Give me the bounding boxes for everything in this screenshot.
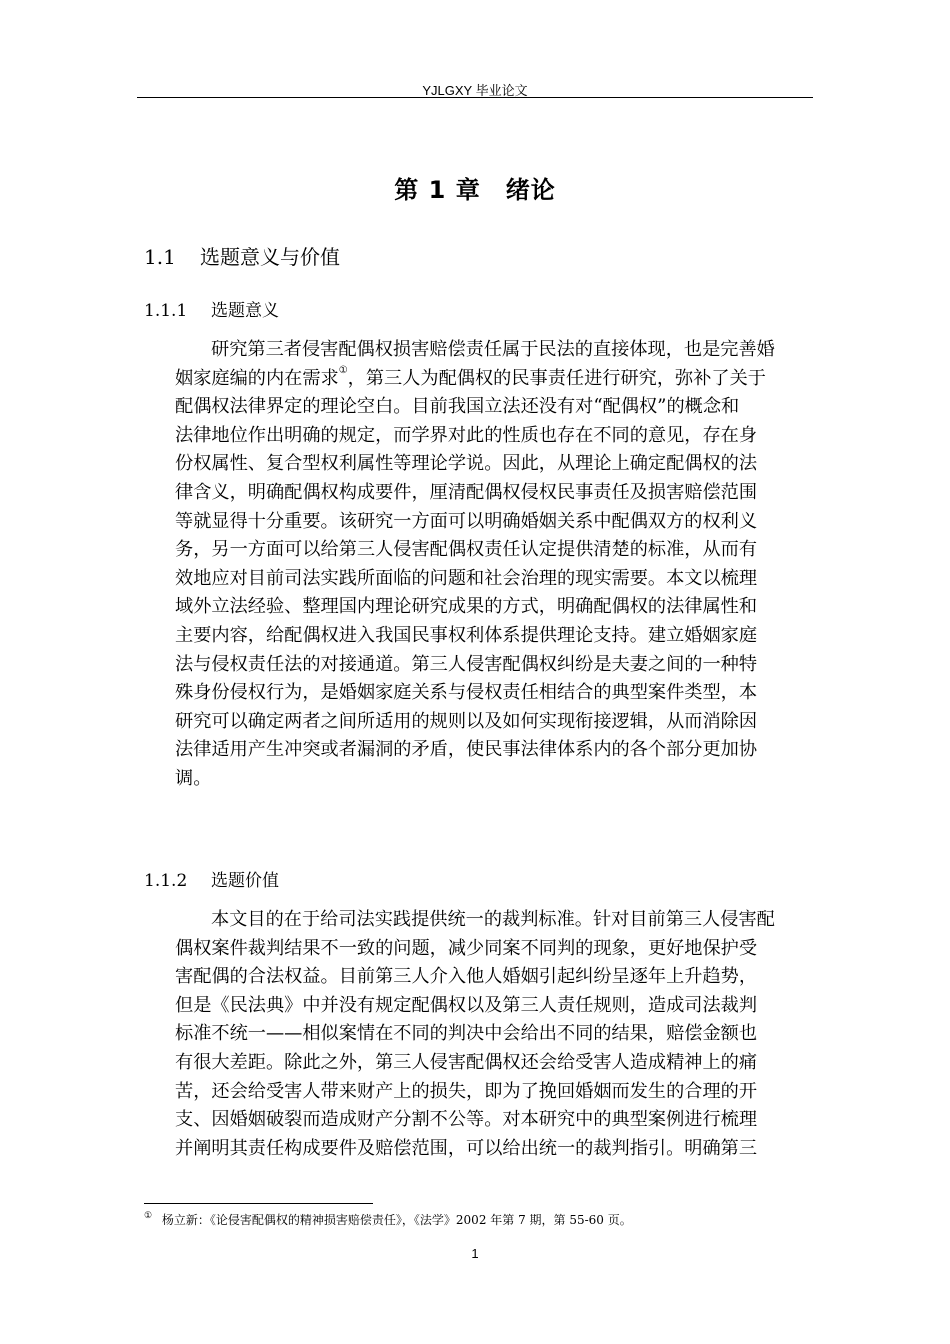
para-line: 本文目的在于给司法实践提供统一的裁判标准。针对目前第三人侵害配 bbox=[211, 909, 775, 930]
para-line: 苦，还会给受害人带来财产上的损失，即为了挽回婚姻而发生的合理的开 bbox=[175, 1080, 758, 1102]
section-heading-1-1-1 bbox=[144, 296, 279, 321]
footnote-separator bbox=[144, 1203, 373, 1204]
footnote bbox=[144, 1211, 632, 1228]
para-line: 调。 bbox=[175, 767, 212, 789]
para-line: 有很大差距。除此之外，第三人侵害配偶权还会给受害人造成精神上的痛 bbox=[175, 1051, 758, 1073]
para-line: 效地应对目前司法实践所面临的问题和社会治理的现实需要。本文以梳理 bbox=[175, 567, 758, 589]
paragraph-selection-significance bbox=[175, 336, 815, 794]
para-line: 律含义，明确配偶权构成要件，厘清配偶权侵权民事责任及损害赔偿范围 bbox=[175, 481, 758, 503]
para-line: 法与侵权责任法的对接通道。第三人侵害配偶权纠纷是夫妻之间的一种特 bbox=[175, 653, 758, 675]
para-line: 偶权案件裁判结果不一致的问题，减少同案不同判的现象，更好地保护受 bbox=[175, 937, 758, 959]
section-title: 选题意义与价值 bbox=[200, 245, 340, 269]
para-line: 域外立法经验、整理国内理论研究成果的方式，明确配偶权的法律属性和 bbox=[175, 596, 758, 618]
section-heading-1-1-2 bbox=[144, 866, 279, 891]
para-line: 等就显得十分重要。该研究一方面可以明确婚姻关系中配偶双方的权利义 bbox=[175, 510, 758, 532]
footnote-text: 杨立新：《论侵害配偶权的精神损害赔偿责任》，《法学》2002 年第 7 期，第 55-60 页。 bbox=[161, 1213, 632, 1227]
para-line: 殊身份侵权行为，是婚姻家庭关系与侵权责任相结合的典型案件类型，本 bbox=[175, 682, 758, 704]
para-line: 姻家庭编的内在需求①，第三人为配偶权的民事责任进行研究，弥补了关于 bbox=[175, 364, 766, 389]
header-rule bbox=[137, 97, 813, 98]
para-line: 务，另一方面可以给第三人侵害配偶权责任认定提供清楚的标准，从而有 bbox=[175, 539, 758, 561]
footnote-marker: ① bbox=[144, 1211, 153, 1221]
para-line: 研究第三者侵害配偶权损害赔偿责任属于民法的直接体现，也是完善婚 bbox=[211, 339, 775, 360]
para-line: 配偶权法律界定的理论空白。目前我国立法还没有对“配偶权”的概念和 bbox=[175, 396, 740, 418]
para-line: 并阐明其责任构成要件及赔偿范围，可以给出统一的裁判指引。明确第三 bbox=[175, 1137, 758, 1159]
footnote-marker: ① bbox=[338, 364, 348, 376]
section-number: 1.1.1 bbox=[144, 301, 188, 321]
para-line: 研究可以确定两者之间所适用的规则以及如何实现衔接逻辑，从而消除因 bbox=[175, 710, 758, 732]
para-line: 标准不统一——相似案情在不同的判决中会给出不同的结果，赔偿金额也 bbox=[175, 1023, 758, 1045]
section-heading-1-1 bbox=[144, 241, 340, 270]
page-header: YJLGXY 毕业论文 bbox=[422, 83, 528, 98]
paragraph-selection-value bbox=[175, 906, 815, 1163]
para-line: 份权属性、复合型权利属性等理论学说。因此，从理论上确定配偶权的法 bbox=[175, 453, 758, 475]
para-line: 主要内容，给配偶权进入我国民事权利体系提供理论支持。建立婚姻家庭 bbox=[175, 624, 758, 646]
para-line: 法律地位作出明确的规定，而学界对此的性质也存在不同的意见，存在身 bbox=[175, 424, 758, 446]
section-number: 1.1.2 bbox=[144, 871, 188, 891]
para-line: 但是《民法典》中并没有规定配偶权以及第三人责任规则，造成司法裁判 bbox=[175, 994, 758, 1016]
page-number: 1 bbox=[471, 1246, 479, 1261]
para-line: 支、因婚姻破裂而造成财产分割不公等。对本研究中的典型案例进行梳理 bbox=[175, 1109, 758, 1131]
section-title: 选题价值 bbox=[211, 871, 279, 891]
para-line: 法律适用产生冲突或者漏洞的矛盾，使民事法律体系内的各个部分更加协 bbox=[175, 739, 758, 761]
section-title: 选题意义 bbox=[211, 301, 279, 321]
para-line: 害配偶的合法权益。目前第三人介入他人婚姻引起纠纷呈逐年上升趋势， bbox=[175, 966, 758, 988]
chapter-title: 第 1 章 绪论 bbox=[394, 176, 556, 204]
section-number: 1.1 bbox=[144, 245, 176, 269]
